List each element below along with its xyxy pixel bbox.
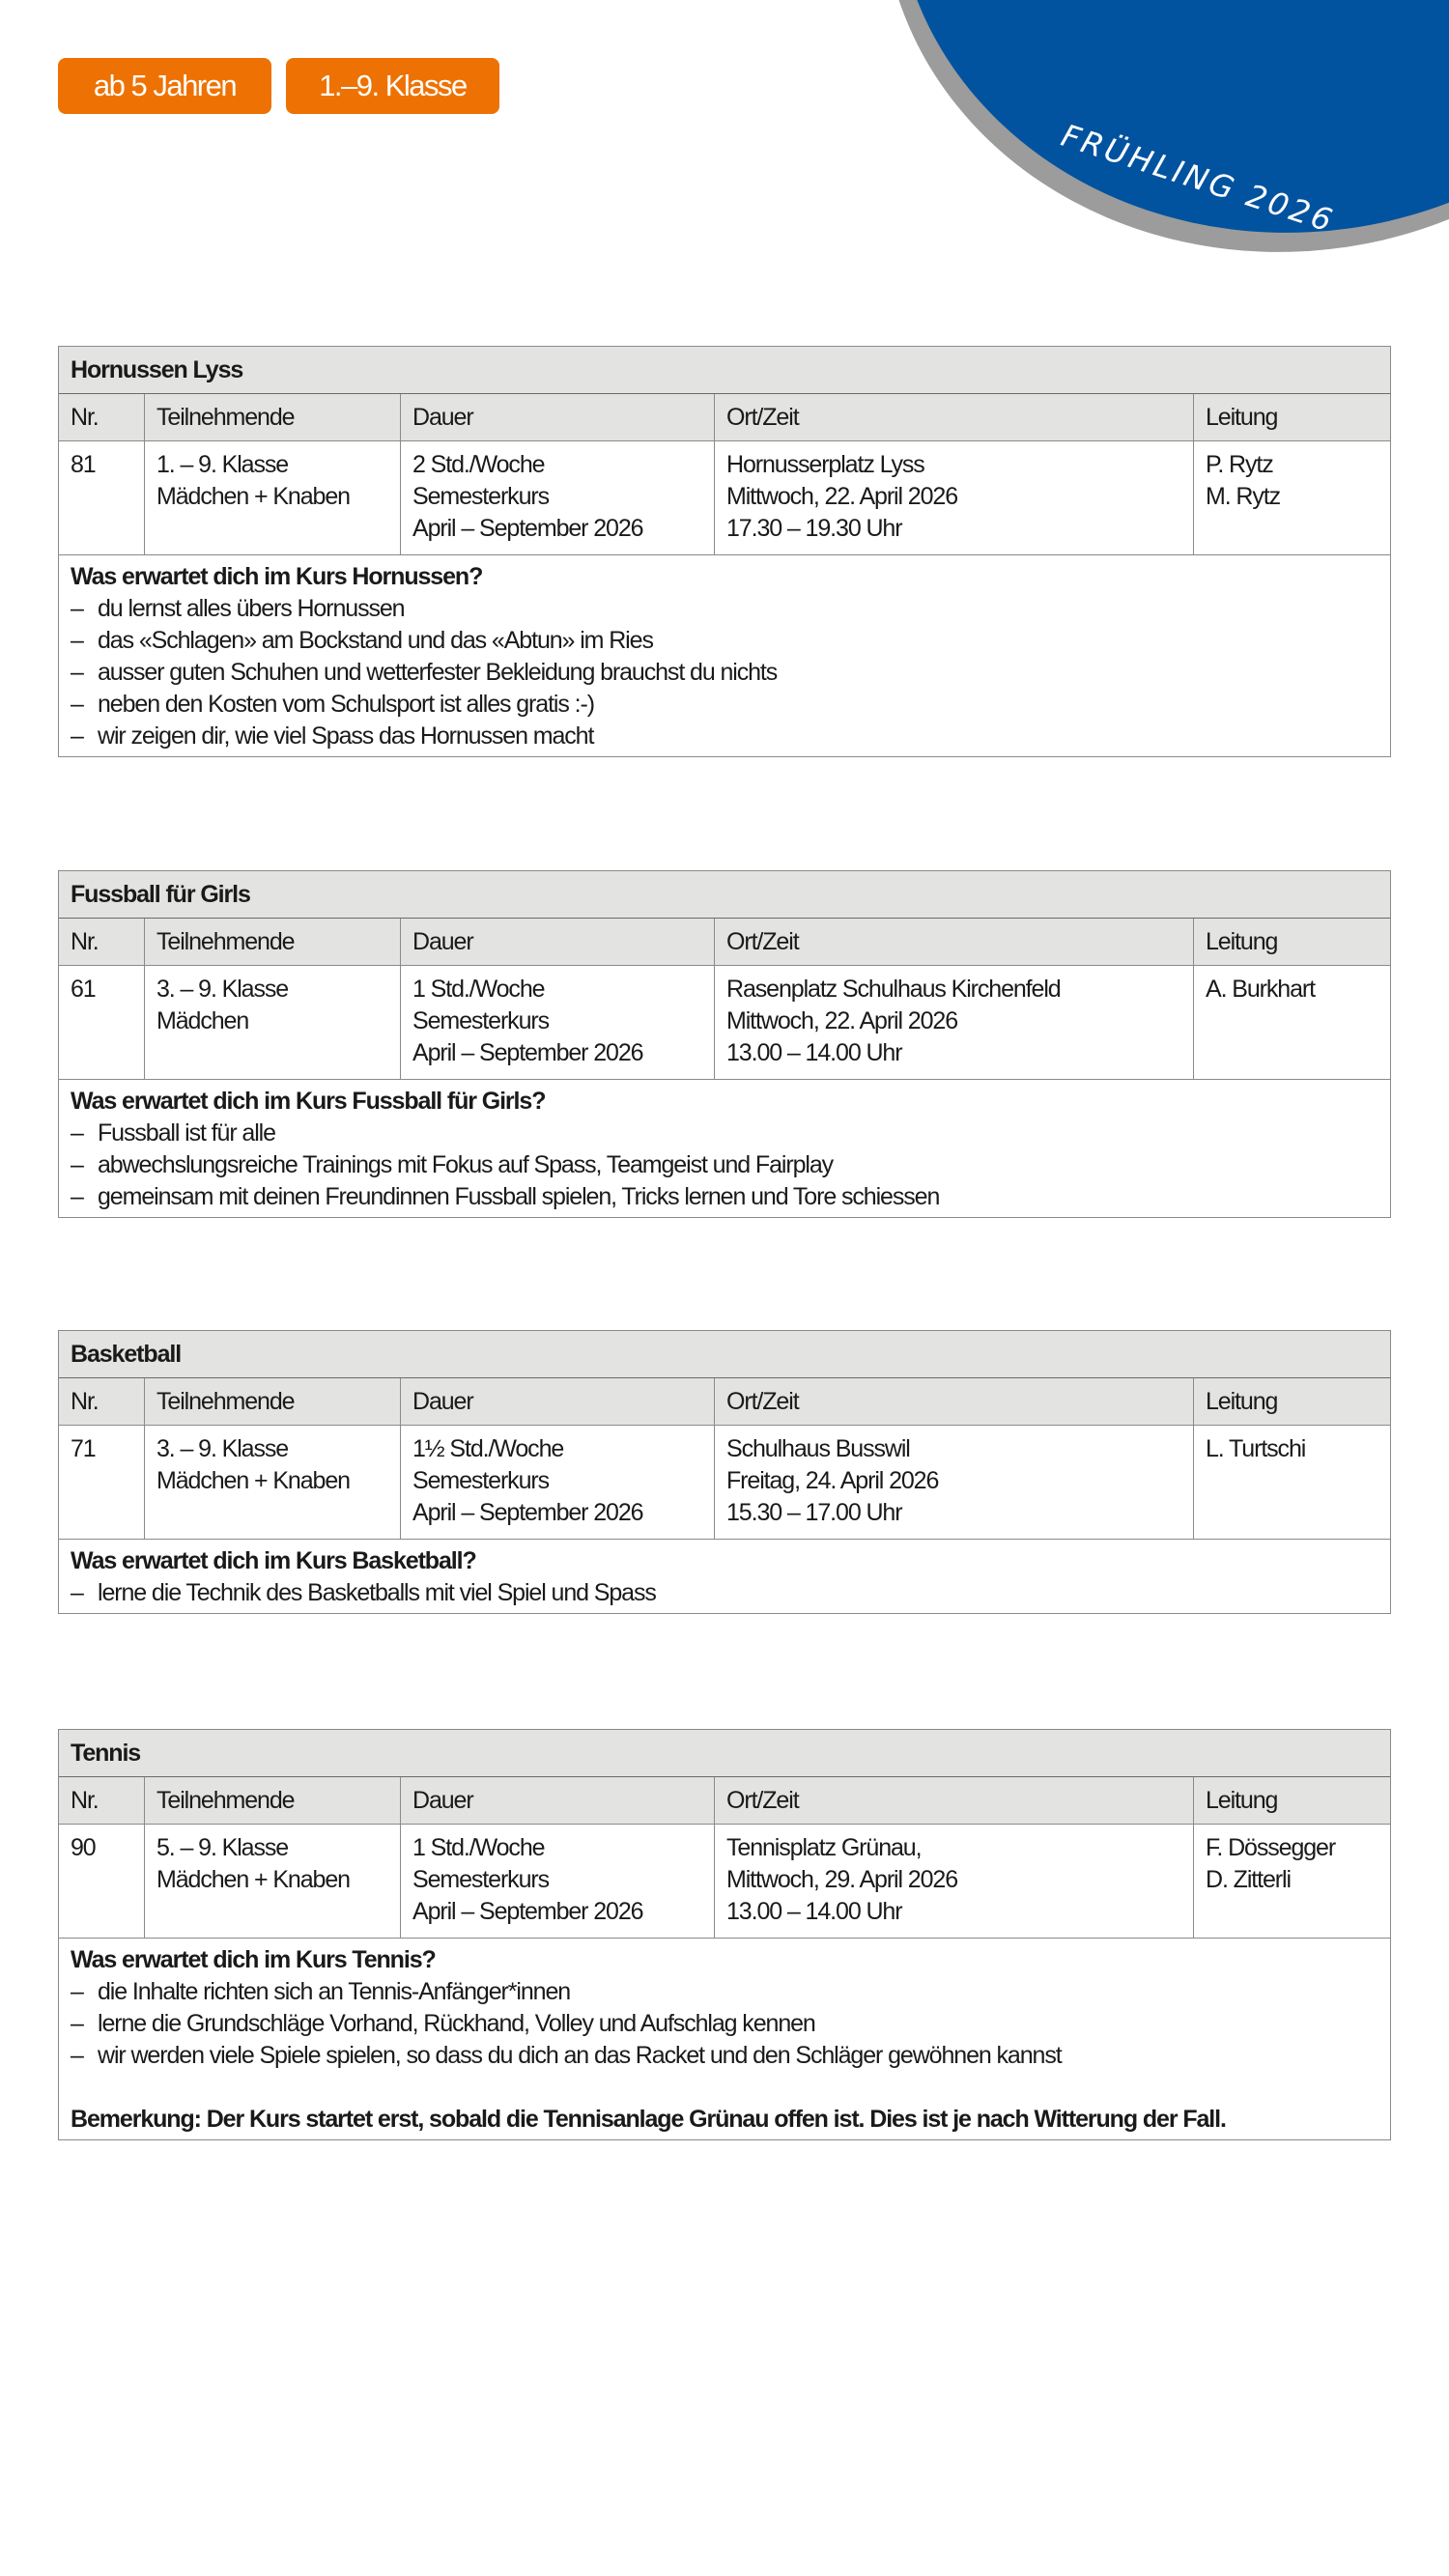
- course-title: Fussball für Girls: [59, 871, 1390, 919]
- ort_zeit-line: Schulhaus Busswil: [726, 1435, 910, 1462]
- dauer-line: Semesterkurs: [412, 483, 550, 510]
- column-header: Dauer: [400, 1378, 714, 1425]
- bullet-text: neben den Kosten vom Schulsport ist alles gratis :-): [98, 691, 594, 718]
- column-header-row: [59, 1378, 1390, 1426]
- ort_zeit-line: Rasenplatz Schulhaus Kirchenfeld: [726, 976, 1061, 1003]
- course-number: 90: [71, 1834, 96, 1861]
- column-header: Dauer: [400, 394, 714, 440]
- bullet-text: ausser guten Schuhen und wetterfester Bekleidung brauchst du nichts: [98, 659, 778, 686]
- course-title: Hornussen Lyss: [59, 347, 1390, 394]
- column-header: Ort/Zeit: [714, 1777, 1193, 1824]
- dauer-line: Semesterkurs: [412, 1866, 550, 1893]
- column-header: Teilnehmende: [144, 1378, 400, 1425]
- column-header: Nr.: [71, 1388, 99, 1415]
- dash-icon: –: [71, 1119, 83, 1146]
- column-header: Nr.: [71, 928, 99, 955]
- course-title: Tennis: [59, 1730, 1390, 1777]
- leader-cell: [1193, 966, 1390, 1079]
- column-header: Dauer: [400, 919, 714, 965]
- leader-cell: [1193, 441, 1390, 554]
- dauer-line: Semesterkurs: [412, 1467, 550, 1494]
- dash-icon: –: [71, 1183, 83, 1210]
- course-description: [59, 1939, 1390, 2139]
- course-description: [59, 555, 1390, 756]
- bullet-text: du lernst alles übers Hornussen: [98, 595, 405, 622]
- dauer-line: April – September 2026: [412, 1898, 643, 1925]
- teilnehmende-line: 3. – 9. Klasse: [156, 1435, 289, 1462]
- dauer-line: Semesterkurs: [412, 1007, 550, 1034]
- dash-icon: –: [71, 1978, 83, 2005]
- teilnehmende-line: 3. – 9. Klasse: [156, 976, 289, 1003]
- bullet-item: [71, 1118, 1378, 1149]
- ort_zeit-line: 13.00 – 14.00 Uhr: [726, 1898, 902, 1925]
- description-question: Was erwartet dich im Kurs Hornussen?: [71, 563, 483, 590]
- course-table: [58, 1330, 1391, 1614]
- column-header: Leitung: [1193, 1378, 1390, 1425]
- ort_zeit-line: Hornusserplatz Lyss: [726, 451, 924, 478]
- duration-cell: [400, 966, 714, 1079]
- bullet-text: das «Schlagen» am Bockstand und das «Abtun» im Ries: [98, 627, 653, 654]
- description-question: Was erwartet dich im Kurs Basketball?: [71, 1547, 476, 1574]
- leitung-line: P. Rytz: [1206, 451, 1273, 478]
- teilnehmende-line: 5. – 9. Klasse: [156, 1834, 289, 1861]
- duration-cell: [400, 1825, 714, 1938]
- dash-icon: –: [71, 1151, 83, 1178]
- teilnehmende-line: Mädchen: [156, 1007, 249, 1034]
- ort_zeit-line: 13.00 – 14.00 Uhr: [726, 1039, 902, 1066]
- course-data-row: [59, 441, 1390, 555]
- ort_zeit-line: 15.30 – 17.00 Uhr: [726, 1499, 902, 1526]
- leitung-line: M. Rytz: [1206, 483, 1281, 510]
- teilnehmende-line: Mädchen + Knaben: [156, 1467, 350, 1494]
- bullet-item: [71, 721, 1378, 752]
- leitung-line: D. Zitterli: [1206, 1866, 1291, 1893]
- dash-icon: –: [71, 2010, 83, 2037]
- leitung-line: A. Burkhart: [1206, 976, 1315, 1003]
- column-header-row: [59, 919, 1390, 966]
- dash-icon: –: [71, 627, 83, 654]
- column-header-row: [59, 1777, 1390, 1825]
- course-description: [59, 1080, 1390, 1217]
- ort_zeit-line: Tennisplatz Grünau,: [726, 1834, 922, 1861]
- course-number: 71: [71, 1435, 96, 1462]
- leader-cell: [1193, 1426, 1390, 1539]
- bullet-text: Fussball ist für alle: [98, 1119, 275, 1146]
- column-header-row: [59, 394, 1390, 441]
- duration-cell: [400, 1426, 714, 1539]
- dash-icon: –: [71, 1579, 83, 1606]
- description-question: Was erwartet dich im Kurs Fussball für Girls?: [71, 1088, 546, 1115]
- column-header: Teilnehmende: [144, 1777, 400, 1824]
- bullet-item: [71, 2040, 1378, 2072]
- dash-icon: –: [71, 659, 83, 686]
- participants-cell: [144, 966, 400, 1079]
- teilnehmende-line: 1. – 9. Klasse: [156, 451, 289, 478]
- course-data-row: [59, 1825, 1390, 1939]
- description-question: Was erwartet dich im Kurs Tennis?: [71, 1946, 436, 1973]
- location-time-cell: [714, 441, 1193, 554]
- course-title: Basketball: [59, 1331, 1390, 1378]
- column-header: Dauer: [400, 1777, 714, 1824]
- teilnehmende-line: Mädchen + Knaben: [156, 483, 350, 510]
- dash-icon: –: [71, 2042, 83, 2069]
- bullet-item: [71, 1149, 1378, 1181]
- teilnehmende-line: Mädchen + Knaben: [156, 1866, 350, 1893]
- column-header: Ort/Zeit: [714, 1378, 1193, 1425]
- age-badge: ab 5 Jahren: [58, 58, 271, 114]
- bullet-text: die Inhalte richten sich an Tennis-Anfänger*innen: [98, 1978, 571, 2005]
- course-table: [58, 1729, 1391, 2140]
- column-header: Teilnehmende: [144, 394, 400, 440]
- course-number: 81: [71, 451, 96, 478]
- column-header: Nr.: [71, 404, 99, 431]
- dauer-line: 1 Std./Woche: [412, 976, 545, 1003]
- bullet-text: lerne die Technik des Basketballs mit viel Spiel und Spass: [98, 1579, 656, 1606]
- ort_zeit-line: 17.30 – 19.30 Uhr: [726, 515, 902, 542]
- bullet-text: lerne die Grundschläge Vorhand, Rückhand, Volley und Aufschlag kennen: [98, 2010, 815, 2037]
- bullet-item: [71, 1577, 1378, 1609]
- bullet-text: gemeinsam mit deinen Freundinnen Fussball spielen, Tricks lernen und Tore schiessen: [98, 1183, 940, 1210]
- participants-cell: [144, 1426, 400, 1539]
- bullet-item: [71, 625, 1378, 657]
- column-header: Teilnehmende: [144, 919, 400, 965]
- bullet-item: [71, 1181, 1378, 1213]
- dauer-line: 1 Std./Woche: [412, 1834, 545, 1861]
- dash-icon: –: [71, 722, 83, 750]
- column-header: Leitung: [1193, 1777, 1390, 1824]
- course-table: [58, 346, 1391, 757]
- dauer-line: April – September 2026: [412, 1039, 643, 1066]
- bullet-item: [71, 593, 1378, 625]
- course-data-row: [59, 1426, 1390, 1540]
- column-header: Nr.: [71, 1787, 99, 1814]
- ort_zeit-line: Mittwoch, 29. April 2026: [726, 1866, 958, 1893]
- bullet-item: [71, 1976, 1378, 2008]
- location-time-cell: [714, 1825, 1193, 1938]
- course-description: [59, 1540, 1390, 1613]
- column-header: Leitung: [1193, 394, 1390, 440]
- participants-cell: [144, 441, 400, 554]
- course-table: [58, 870, 1391, 1218]
- ort_zeit-line: Mittwoch, 22. April 2026: [726, 1007, 958, 1034]
- dauer-line: 1½ Std./Woche: [412, 1435, 564, 1462]
- ort_zeit-line: Mittwoch, 22. April 2026: [726, 483, 958, 510]
- course-remark: Bemerkung: Der Kurs startet erst, sobald die Tennisanlage Grünau offen ist. Dies ist je nach Witterung der Fall.: [71, 2106, 1226, 2133]
- dash-icon: –: [71, 691, 83, 718]
- location-time-cell: [714, 1426, 1193, 1539]
- course-data-row: [59, 966, 1390, 1080]
- duration-cell: [400, 441, 714, 554]
- column-header: Ort/Zeit: [714, 919, 1193, 965]
- column-header: Leitung: [1193, 919, 1390, 965]
- season-label: FRÜHLING 2026: [1057, 116, 1340, 241]
- leader-cell: [1193, 1825, 1390, 1938]
- bullet-item: [71, 689, 1378, 721]
- bullet-item: [71, 657, 1378, 689]
- leitung-line: L. Turtschi: [1206, 1435, 1306, 1462]
- bullet-item: [71, 2008, 1378, 2040]
- dauer-line: April – September 2026: [412, 515, 643, 542]
- dauer-line: 2 Std./Woche: [412, 451, 545, 478]
- participants-cell: [144, 1825, 400, 1938]
- location-time-cell: [714, 966, 1193, 1079]
- leitung-line: F. Dössegger: [1206, 1834, 1336, 1861]
- ort_zeit-line: Freitag, 24. April 2026: [726, 1467, 939, 1494]
- dash-icon: –: [71, 595, 83, 622]
- column-header: Ort/Zeit: [714, 394, 1193, 440]
- bullet-text: abwechslungsreiche Trainings mit Fokus auf Spass, Teamgeist und Fairplay: [98, 1151, 834, 1178]
- dauer-line: April – September 2026: [412, 1499, 643, 1526]
- bullet-text: wir zeigen dir, wie viel Spass das Hornussen macht: [98, 722, 594, 750]
- course-number: 61: [71, 976, 96, 1003]
- bullet-text: wir werden viele Spiele spielen, so dass du dich an das Racket und den Schläger gewöhnen kannst: [98, 2042, 1062, 2069]
- grade-badge: 1.–9. Klasse: [286, 58, 499, 114]
